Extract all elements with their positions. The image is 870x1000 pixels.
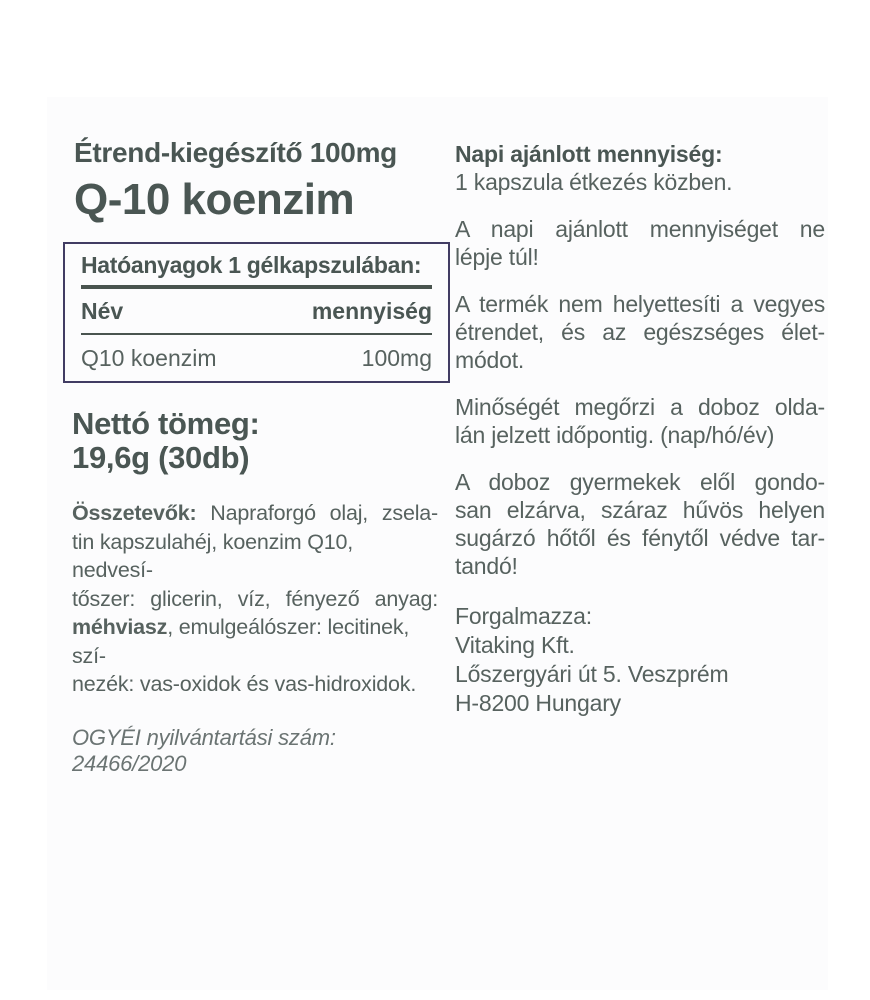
table-col-name: Név (81, 298, 124, 324)
distributor-block: Forgalmazza: Vitaking Kft. Lőszergyári út 5. Veszprém H-8200 Hungary (455, 603, 729, 716)
ingredients-table-header: Hatóanyagok 1 gélkapszulában: (81, 252, 422, 278)
table-column-headers (81, 298, 432, 324)
table-row (81, 345, 432, 371)
table-cell-name: Q10 koenzim (81, 345, 217, 371)
registration-number: OGYÉI nyilvántartási szám: 24466/2020 (72, 724, 336, 776)
table-rule-thick (81, 285, 432, 289)
dose-text: 1 kapszula étkezés közben. (455, 169, 733, 195)
net-weight-label: Nettó tömeg: (72, 406, 260, 441)
active-ingredients-table (63, 242, 450, 383)
product-title: Q-10 koenzim (74, 175, 355, 224)
ingredients-paragraph: Összetevők: Napraforgó olaj, zsela- tin kapszulahéj, koenzim Q10, nedvesí- tőszer: glicerin, víz, fényező anyag: méhviasz, emulgeálószer: lecitinek, szí- nezék: vas-oxidok és vas-hidroxidok. (72, 501, 438, 696)
best-before-paragraph: Minőségét megőrzi a doboz olda- lán jelzett időpontig. (nap/hó/év) (455, 394, 825, 448)
table-col-quantity: mennyiség (311, 298, 432, 324)
dose-block (455, 140, 825, 196)
net-weight-value: 19,6g (30db) (72, 440, 250, 475)
label-left-column (72, 136, 438, 777)
label-right-column (455, 140, 825, 718)
product-subtitle: Étrend-kiegészítő 100mg (74, 137, 397, 168)
table-rule-thin (81, 333, 432, 335)
balanced-diet-paragraph: A termék nem helyettesíti a vegyes étrendet, és az egészséges élet- módot. (455, 291, 825, 373)
dose-heading: Napi ajánlott mennyiség: (455, 141, 723, 167)
net-weight (72, 407, 438, 475)
table-cell-quantity: 100mg (361, 345, 432, 371)
storage-paragraph: A doboz gyermekek elől gondo- san elzárva, száraz hűvös helyen sugárzó hőtől és fénytől védve tar- tandó! (455, 469, 825, 579)
warning-dose-paragraph: A napi ajánlott mennyiséget ne lépje túl! (455, 216, 825, 270)
